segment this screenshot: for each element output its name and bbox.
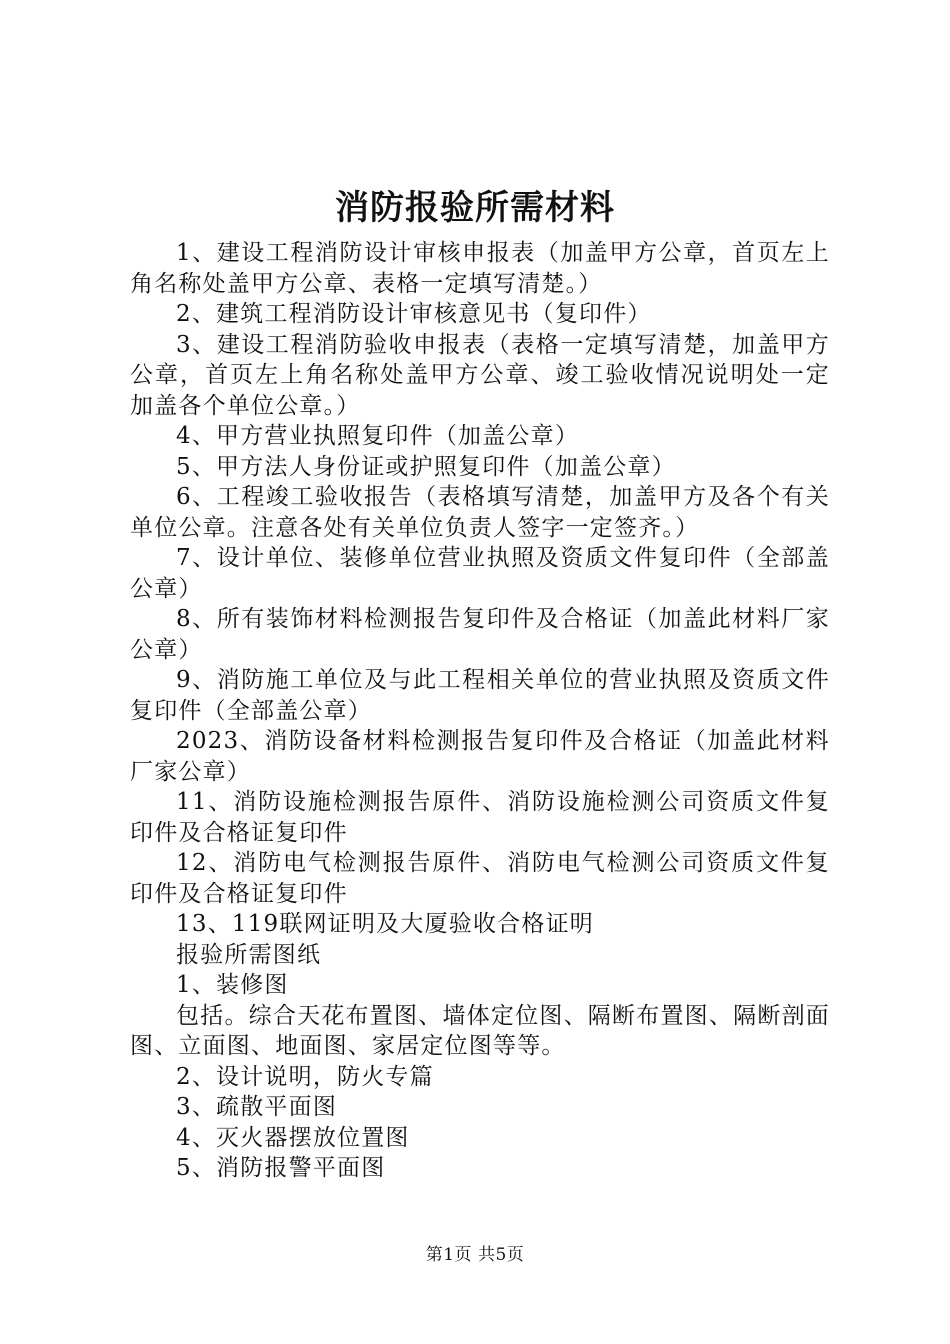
paragraph-11: 11、消防设施检测报告原件、消防设施检测公司资质文件复印件及合格证复印件 [130,789,830,846]
drawing-item-1: 1、装修图 [176,972,289,998]
document-title: 消防报验所需材料 [335,188,615,228]
paragraph-8: 8、所有装饰材料检测报告复印件及合格证（加盖此材料厂家公章） [130,606,830,663]
paragraph-7: 7、设计单位、装修单位营业执照及资质文件复印件（全部盖公章） [130,545,830,602]
drawing-item-1-detail: 包括。综合天花布置图、墙体定位图、隔断布置图、隔断剖面图、立面图、地面图、家居定位图等等。 [130,1002,830,1059]
paragraph-12: 12、消防电气检测报告原件、消防电气检测公司资质文件复印件及合格证复印件 [130,850,830,907]
drawing-item-3: 3、疏散平面图 [176,1094,338,1120]
paragraph-1: 1、建设工程消防设计审核申报表（加盖甲方公章，首页左上角名称处盖甲方公章、表格一定填写清楚。） [130,240,830,297]
document-body [130,238,830,1184]
paragraph-3: 3、建设工程消防验收申报表（表格一定填写清楚，加盖甲方公章，首页左上角名称处盖甲方公章、竣工验收情况说明处一定加盖各个单位公章。） [130,331,830,419]
paragraph-9: 9、消防施工单位及与此工程相关单位的营业执照及资质文件复印件（全部盖公章） [130,667,830,724]
drawing-item-5: 5、消防报警平面图 [176,1155,386,1181]
paragraph-5: 5、甲方法人身份证或护照复印件（加盖公章） [176,453,676,480]
paragraph-4: 4、甲方营业执照复印件（加盖公章） [176,423,580,449]
paragraph-2: 2、建筑工程消防设计审核意见书（复印件） [176,301,652,327]
paragraph-10: 2023、消防设备材料检测报告复印件及合格证（加盖此材料厂家公章） [130,728,830,785]
drawing-item-4: 4、灭火器摆放位置图 [176,1124,410,1151]
drawing-item-2: 2、设计说明，防火专篇 [176,1063,434,1090]
paragraph-13: 13、119联网证明及大厦验收合格证明 [176,911,594,937]
paragraph-6: 6、工程竣工验收报告（表格填写清楚，加盖甲方及各个有关单位公章。注意各处有关单位负责人签字一定签齐。） [130,484,830,541]
section-heading-drawings: 报验所需图纸 [176,941,322,968]
page-footer: 第1页 共5页 [425,1245,525,1265]
